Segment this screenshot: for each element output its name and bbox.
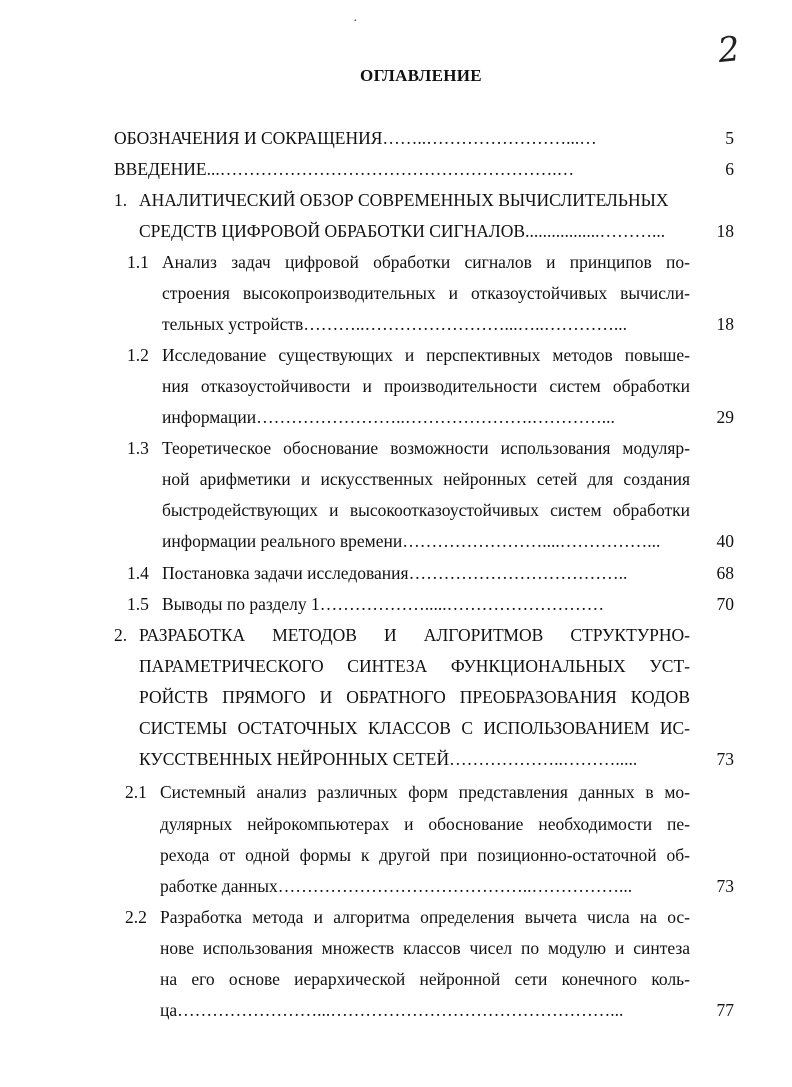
toc-page: 77 [716,1000,734,1020]
toc-entry-line: тельных устройств………..……………………...…..…………... [162,314,628,334]
toc-entry-line: информации……………………..………………….…………... [162,407,615,427]
toc-entry-chapter-1-line-2: СРЕДСТВ ЦИФРОВОЙ ОБРАБОТКИ СИГНАЛОВ.................………... [139,221,666,241]
toc-number: 1.2 [127,345,149,365]
toc-entry-introduction[interactable]: ВВЕДЕНИЕ...………………………………………………….… [114,159,575,179]
toc-entry-line: ца……………………...…………………………………………... [160,1000,624,1020]
toc-entry-line: ПАРАМЕТРИЧЕСКОГО СИНТЕЗА ФУНКЦИОНАЛЬНЫХ УСТ- [139,656,690,676]
toc-entry-line: информации реального времени……………………....……………... [162,531,661,551]
toc-entry-section-1-4[interactable]: Постановка задачи исследования……………………………….. [162,563,628,583]
toc-page: 73 [716,876,734,896]
toc-entry-line: рехода от одной формы к другой при позиционно-остаточной об- [160,845,690,865]
page-number: 2 [715,28,742,72]
toc-number: 2.2 [125,907,147,927]
toc-entry-chapter-1[interactable]: АНАЛИТИЧЕСКИЙ ОБЗОР СОВРЕМЕННЫХ ВЫЧИСЛИТЕЛЬНЫХ [139,190,669,210]
toc-entry-section-1-2[interactable]: Исследование существующих и перспективных методов повыше- [162,345,690,365]
toc-number: 1.1 [127,252,149,272]
toc-number: 2. [114,625,128,645]
toc-entry-line: быстродействующих и высокоотказоустойчивых систем обработки [162,500,690,520]
toc-entry-line: строения высокопроизводительных и отказоустойчивых вычисли- [162,283,690,303]
toc-entry-line: ния отказоустойчивости и производительности систем обработки [162,376,690,396]
toc-number: 1.5 [127,594,149,614]
toc-entry-section-1-3[interactable]: Теоретическое обоснование возможности использования модуляр- [162,438,690,458]
toc-page: 68 [716,563,734,583]
toc-entry-section-2-1[interactable]: Системный анализ различных форм представления данных в мо- [160,782,690,802]
toc-entry-line: на его основе иерархической нейронной сети конечного коль- [160,969,690,989]
page-title: ОГЛАВЛЕНИЕ [360,66,482,85]
toc-number: 1. [114,190,128,210]
toc-page: 18 [716,221,734,241]
toc-entry-line: работке данных……………………………………..……………... [160,876,633,896]
toc-number: 2.1 [125,782,147,802]
toc-entry-line: РОЙСТВ ПРЯМОГО И ОБРАТНОГО ПРЕОБРАЗОВАНИЯ КОДОВ [139,687,690,707]
toc-entry-line: СИСТЕМЫ ОСТАТОЧНЫХ КЛАССОВ С ИСПОЛЬЗОВАНИЕМ ИС- [139,718,690,738]
toc-number: 1.4 [127,563,149,583]
toc-page: 18 [716,314,734,334]
toc-page: 6 [725,159,734,179]
toc-entry-line: нове использования множеств классов чисел по модулю и синтеза [160,938,690,958]
toc-entry-line: КУССТВЕННЫХ НЕЙРОННЫХ СЕТЕЙ………………..………..... [139,749,638,769]
toc-entry-section-1-1[interactable]: Анализ задач цифровой обработки сигналов и принципов по- [162,252,690,272]
scan-speck: · [353,14,358,29]
toc-entry-chapter-2[interactable]: РАЗРАБОТКА МЕТОДОВ И АЛГОРИТМОВ СТРУКТУРНО- [139,625,690,645]
toc-entry-line: дулярных нейрокомпьютерах и обоснование необходимости пе- [160,814,690,834]
toc-number: 1.3 [127,438,149,458]
toc-entry-section-1-5[interactable]: Выводы по разделу 1……………….....……………………… [162,594,605,614]
toc-page: 29 [716,407,734,427]
toc-entry-abbreviations[interactable]: ОБОЗНАЧЕНИЯ И СОКРАЩЕНИЯ……..……………………...… [114,128,597,148]
toc-page: 70 [716,594,734,614]
toc-page: 40 [716,531,734,551]
toc-entry-line: ной арифметики и искусственных нейронных сетей для создания [162,469,690,489]
toc-page: 5 [725,128,734,148]
toc-entry-section-2-2[interactable]: Разработка метода и алгоритма определения вычета числа на ос- [160,907,690,927]
toc-page: 73 [716,749,734,769]
